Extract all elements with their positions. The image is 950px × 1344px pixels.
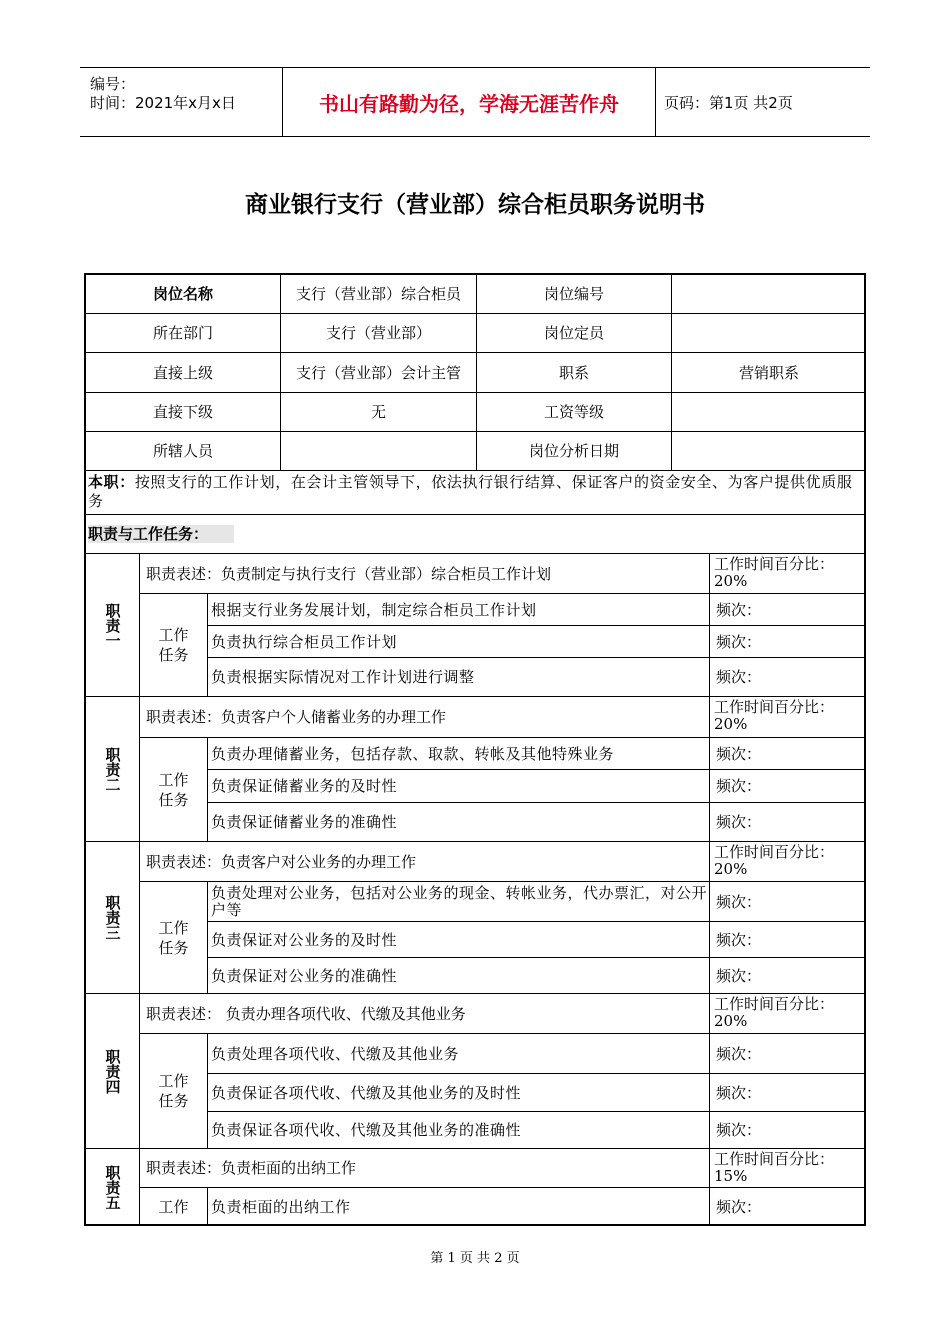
duty-1-pct: 工作时间百分比： 20% bbox=[710, 554, 866, 594]
duty-2-task-2: 负责保证储蓄业务的及时性 bbox=[208, 770, 710, 803]
duty-3-task-1: 负责处理对公业务，包括对公业务的现金、转帐业务，代办票汇，对公开户等 bbox=[208, 882, 710, 922]
job-description-form bbox=[84, 273, 866, 1226]
duty-2-task-1: 负责办理储蓄业务，包括存款、取款、转帐及其他特殊业务 bbox=[208, 738, 710, 770]
duty-2-label: 职责二 bbox=[86, 697, 140, 842]
header-page-info: 页码：第1页 共2页 bbox=[664, 93, 793, 112]
info-key-superior: 直接上级 bbox=[86, 353, 281, 393]
duty-4-desc: 职责表述： 负责办理各项代收、代缴及其他业务 bbox=[140, 994, 710, 1034]
duty-5-pct: 工作时间百分比： 15% bbox=[710, 1149, 866, 1188]
header-slogan: 书山有路勤为径，学海无涯苦作舟 bbox=[282, 68, 656, 136]
info-value-headcount bbox=[672, 314, 866, 353]
duty-4-pct: 工作时间百分比： 20% bbox=[710, 994, 866, 1034]
info-key-position-name: 岗位名称 bbox=[86, 275, 281, 314]
info-value-superior: 支行（营业部）会计主管 bbox=[281, 353, 477, 393]
duty-4-task-1: 负责处理各项代收、代缴及其他业务 bbox=[208, 1034, 710, 1074]
number-label: 编号： bbox=[90, 75, 136, 93]
duty-2-pct: 工作时间百分比： 20% bbox=[710, 697, 866, 738]
duty-1-task-1: 根据支行业务发展计划，制定综合柜员工作计划 bbox=[208, 594, 710, 626]
duty-4-task-label: 工作任务 bbox=[140, 1034, 208, 1149]
info-key-headcount: 岗位定员 bbox=[477, 314, 672, 353]
duty-1-task-2: 负责执行综合柜员工作计划 bbox=[208, 626, 710, 658]
time-label: 时间：2021年x月x日 bbox=[90, 94, 236, 112]
duty-2-desc: 职责表述：负责客户个人储蓄业务的办理工作 bbox=[140, 697, 710, 738]
info-key-pay-grade: 工资等级 bbox=[477, 393, 672, 432]
info-key-analysis-date: 岗位分析日期 bbox=[477, 432, 672, 471]
duty-1-desc: 职责表述：负责制定与执行支行（营业部）综合柜员工作计划 bbox=[140, 554, 710, 594]
info-value-pay-grade bbox=[672, 393, 866, 432]
duty-4-task-3: 负责保证各项代收、代缴及其他业务的准确性 bbox=[208, 1112, 710, 1149]
info-key-job-family: 职系 bbox=[477, 353, 672, 393]
duty-3-desc: 职责表述：负责客户对公业务的办理工作 bbox=[140, 842, 710, 882]
duty-3-task-3: 负责保证对公业务的准确性 bbox=[208, 958, 710, 994]
duty-5-label: 职责五 bbox=[86, 1149, 140, 1226]
info-value-staff bbox=[281, 432, 477, 471]
document-title: 商业银行支行（营业部）综合柜员职务说明书 bbox=[245, 192, 705, 218]
page-footer: 第 1 页 共 2 页 bbox=[430, 1251, 520, 1266]
duty-5-desc: 职责表述：负责柜面的出纳工作 bbox=[140, 1149, 710, 1188]
duty-1-label: 职责一 bbox=[86, 554, 140, 697]
primary-duty bbox=[86, 471, 866, 515]
duty-4-label: 职责四 bbox=[86, 994, 140, 1149]
duties-section-header bbox=[86, 515, 866, 554]
duty-3-task-1-freq: 频次： bbox=[710, 882, 866, 922]
duty-1-task-label: 工作任务 bbox=[140, 594, 208, 697]
info-key-subordinate: 直接下级 bbox=[86, 393, 281, 432]
duty-3-task-label: 工作任务 bbox=[140, 882, 208, 994]
duty-2-task-3-freq: 频次： bbox=[710, 803, 866, 842]
duty-3-task-2: 负责保证对公业务的及时性 bbox=[208, 922, 710, 958]
duty-5-task-1: 负责柜面的出纳工作 bbox=[208, 1188, 710, 1226]
duty-4-task-2: 负责保证各项代收、代缴及其他业务的及时性 bbox=[208, 1074, 710, 1112]
info-value-job-family: 营销职系 bbox=[672, 353, 866, 393]
duty-1-task-3: 负责根据实际情况对工作计划进行调整 bbox=[208, 658, 710, 697]
header-meta bbox=[80, 68, 282, 136]
duty-4-task-1-freq: 频次： bbox=[710, 1034, 866, 1074]
duty-3-pct: 工作时间百分比： 20% bbox=[710, 842, 866, 882]
duties-header-label: 职责与工作任务： bbox=[88, 525, 209, 543]
info-key-staff: 所辖人员 bbox=[86, 432, 281, 471]
duty-5-task-1-freq: 频次： bbox=[716, 1198, 762, 1216]
duty-1-task-1-freq: 频次： bbox=[710, 594, 866, 626]
duty-2-task-2-freq: 频次： bbox=[710, 770, 866, 803]
info-value-department: 支行（营业部） bbox=[281, 314, 477, 353]
duty-1-task-2-freq: 频次： bbox=[710, 626, 866, 658]
info-value-position-code bbox=[672, 275, 866, 314]
duty-3-task-3-freq: 频次： bbox=[710, 958, 866, 994]
duty-3-label: 职责三 bbox=[86, 842, 140, 994]
duty-4-task-3-freq: 频次： bbox=[710, 1112, 866, 1149]
duty-4-task-2-freq: 频次： bbox=[710, 1074, 866, 1112]
duty-3-task-2-freq: 频次： bbox=[710, 922, 866, 958]
duty-2-task-1-freq: 频次： bbox=[710, 738, 866, 770]
page-header bbox=[80, 67, 870, 137]
duty-2-task-label: 工作任务 bbox=[140, 738, 208, 842]
info-key-position-code: 岗位编号 bbox=[477, 275, 672, 314]
duty-5-task-label: 工作 bbox=[140, 1188, 208, 1226]
info-value-position-name: 支行（营业部）综合柜员 bbox=[281, 275, 477, 314]
duty-2-task-3: 负责保证储蓄业务的准确性 bbox=[208, 803, 710, 842]
info-value-analysis-date bbox=[672, 432, 866, 471]
duty-1-task-3-freq: 频次： bbox=[710, 658, 866, 697]
primary-duty-label: 本职： bbox=[88, 473, 135, 491]
primary-duty-text: 按照支行的工作计划，在会计主管领导下，依法执行银行结算、保证客户的资金安全、为客户提供优质服务 bbox=[88, 473, 853, 510]
info-key-department: 所在部门 bbox=[86, 314, 281, 353]
info-value-subordinate: 无 bbox=[281, 393, 477, 432]
